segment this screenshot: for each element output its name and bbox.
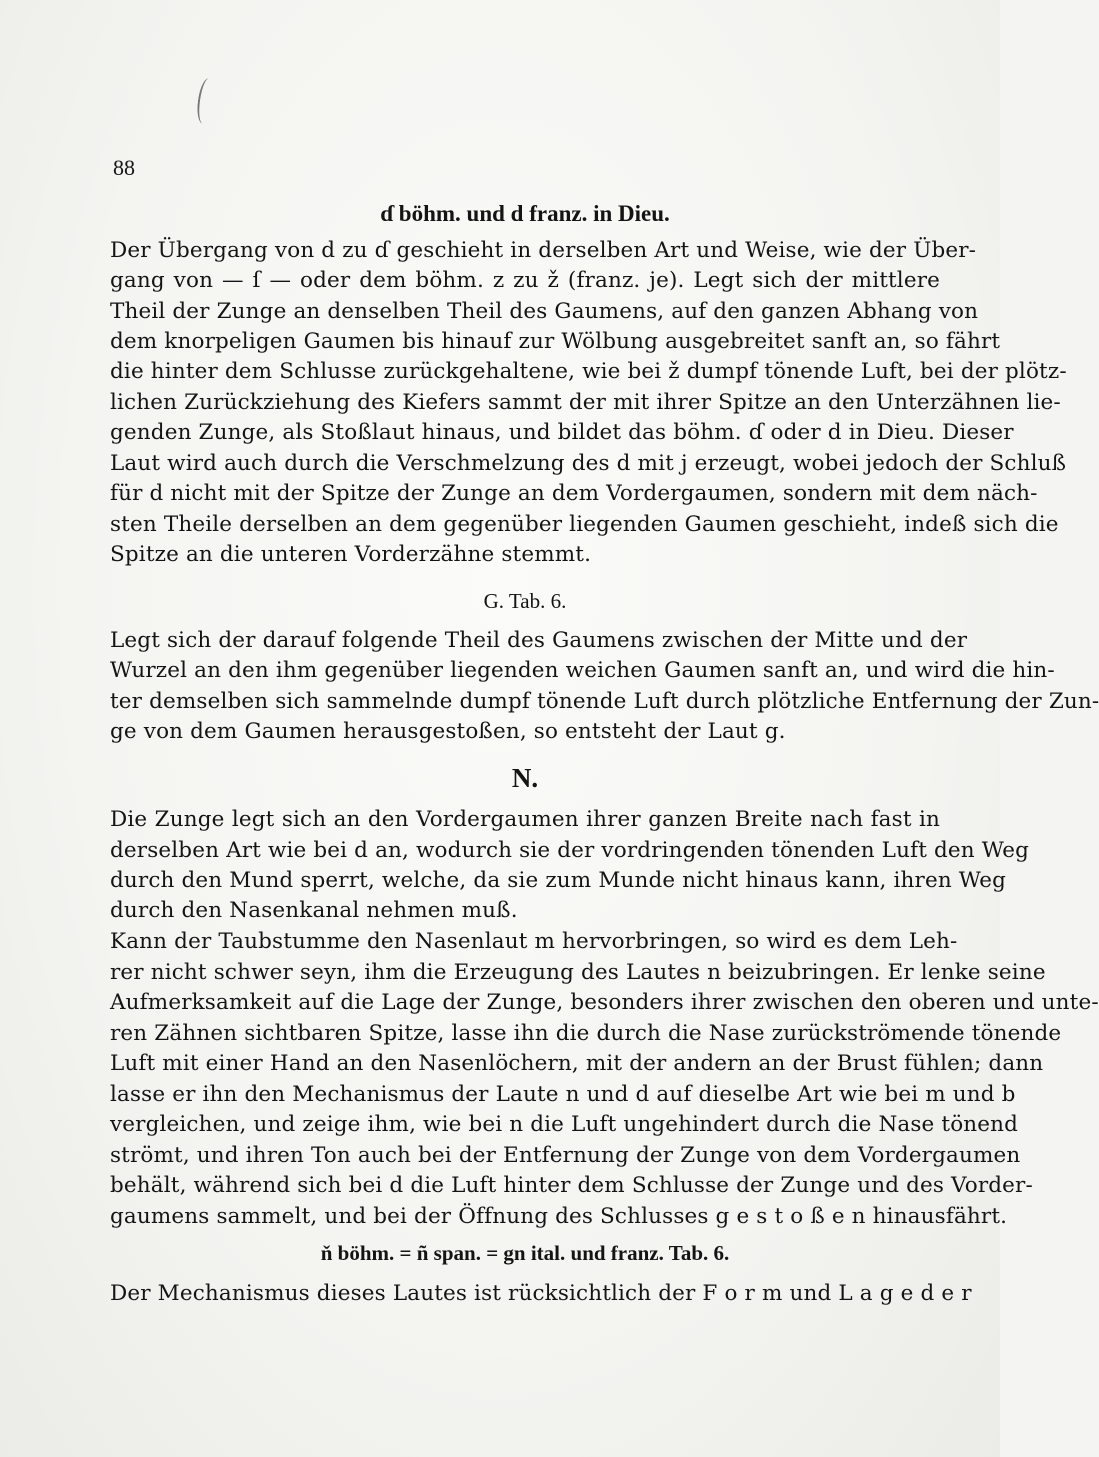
text-line: Luft mit einer Hand an den Nasenlöchern, mit der andern an der Brust fühlen; dann — [110, 1051, 1044, 1076]
text-line: vergleichen, und zeige ihm, wie bei n die Luft ungehindert durch die Nase tönend — [110, 1112, 1019, 1137]
text-line: Laut wird auch durch die Verschmelzung des d mit j erzeugt, wobei jedoch der Schluß — [110, 451, 1067, 476]
text-line: sten Theile derselben an dem gegenüber liegenden Gaumen geschieht, indeß sich die — [110, 512, 1059, 537]
text-line: ren Zähnen sichtbaren Spitze, lasse ihn die durch die Nase zurückströmende tönende — [110, 1021, 1062, 1046]
text-line: Spitze an die unteren Vorderzähne stemmt. — [110, 542, 592, 567]
text-line: durch den Nasenkanal nehmen muß. — [110, 898, 518, 923]
text-line: Die Zunge legt sich an den Vordergaumen ihrer ganzen Breite nach fast in — [110, 807, 940, 832]
text-line: derselben Art wie bei d an, wodurch sie der vordringenden tönenden Luft den Weg — [110, 838, 1030, 863]
text-line: die hinter dem Schlusse zurückgehaltene, wie bei ž dumpf tönende Luft, bei der plötz- — [110, 359, 1067, 384]
section-heading-n: N. — [511, 763, 539, 793]
text-line: ter demselben sich sammelnde dumpf tönende Luft durch plötzliche Entfernung der Zun- — [110, 689, 1099, 714]
text-line: lichen Zurückziehung des Kiefers sammt der mit ihrer Spitze an den Unterzähnen lie- — [110, 390, 1061, 415]
text-line: Der Mechanismus dieses Lautes ist rücksichtlich der F o r m und L a g e d e r — [110, 1281, 972, 1306]
text-line: behält, während sich bei d die Luft hinter dem Schlusse der Zunge und des Vorder- — [110, 1173, 1033, 1198]
section-heading-n-bohm: ň böhm. = ñ span. = gn ital. und franz. Tab. 6. — [320, 1241, 730, 1265]
text-line: strömt, und ihren Ton auch bei der Entfernung der Zunge von dem Vordergaumen — [110, 1143, 1021, 1168]
text-line: Theil der Zunge an denselben Theil des Gaumens, auf den ganzen Abhang von — [110, 299, 979, 324]
margin-pencil-mark — [195, 77, 217, 125]
text-line: ge von dem Gaumen herausgestoßen, so entsteht der Laut g. — [110, 719, 786, 744]
text-line: Kann der Taubstumme den Nasenlaut m hervorbringen, so wird es dem Leh- — [110, 929, 958, 954]
text-line: gaumens sammelt, und bei der Öffnung des Schlusses g e s t o ß e n hinausfährt. — [110, 1204, 1008, 1229]
text-line: Legt sich der darauf folgende Theil des Gaumens zwischen der Mitte und der — [110, 628, 968, 653]
section-heading-g: G. Tab. 6. — [483, 589, 567, 613]
text-line: Aufmerksamkeit auf die Lage der Zunge, besonders ihrer zwischen den oberen und unte- — [110, 990, 1099, 1015]
text-line: für d nicht mit der Spitze der Zunge an dem Vordergaumen, sondern mit dem näch- — [110, 481, 1038, 506]
text-line: Wurzel an den ihm gegenüber liegenden weichen Gaumen sanft an, und wird die hin- — [110, 658, 1055, 683]
text-line: gang von — ſ — oder dem böhm. z zu ž (franz. je). Legt sich der mittlere — [110, 268, 940, 293]
text-line: lasse er ihn den Mechanismus der Laute n und d auf dieselbe Art wie bei m und b — [110, 1082, 1016, 1107]
text-line: Der Übergang von d zu ɗ geschieht in derselben Art und Weise, wie der Über- — [110, 238, 977, 263]
text-line: dem knorpeligen Gaumen bis hinauf zur Wölbung ausgebreitet sanft an, so fährt — [110, 329, 1001, 354]
section-heading-d-bohm: ɗ böhm. und d franz. in Dieu. — [380, 201, 670, 226]
text-line: durch den Mund sperrt, welche, da sie zum Munde nicht hinaus kann, ihren Weg — [110, 868, 1007, 893]
text-line: rer nicht schwer seyn, ihm die Erzeugung des Lautes n beizubringen. Er lenke seine — [110, 960, 1046, 985]
page-number: 88 — [113, 155, 135, 180]
text-line: genden Zunge, als Stoßlaut hinaus, und bildet das böhm. ɗ oder d in Dieu. Dieser — [110, 420, 1014, 445]
